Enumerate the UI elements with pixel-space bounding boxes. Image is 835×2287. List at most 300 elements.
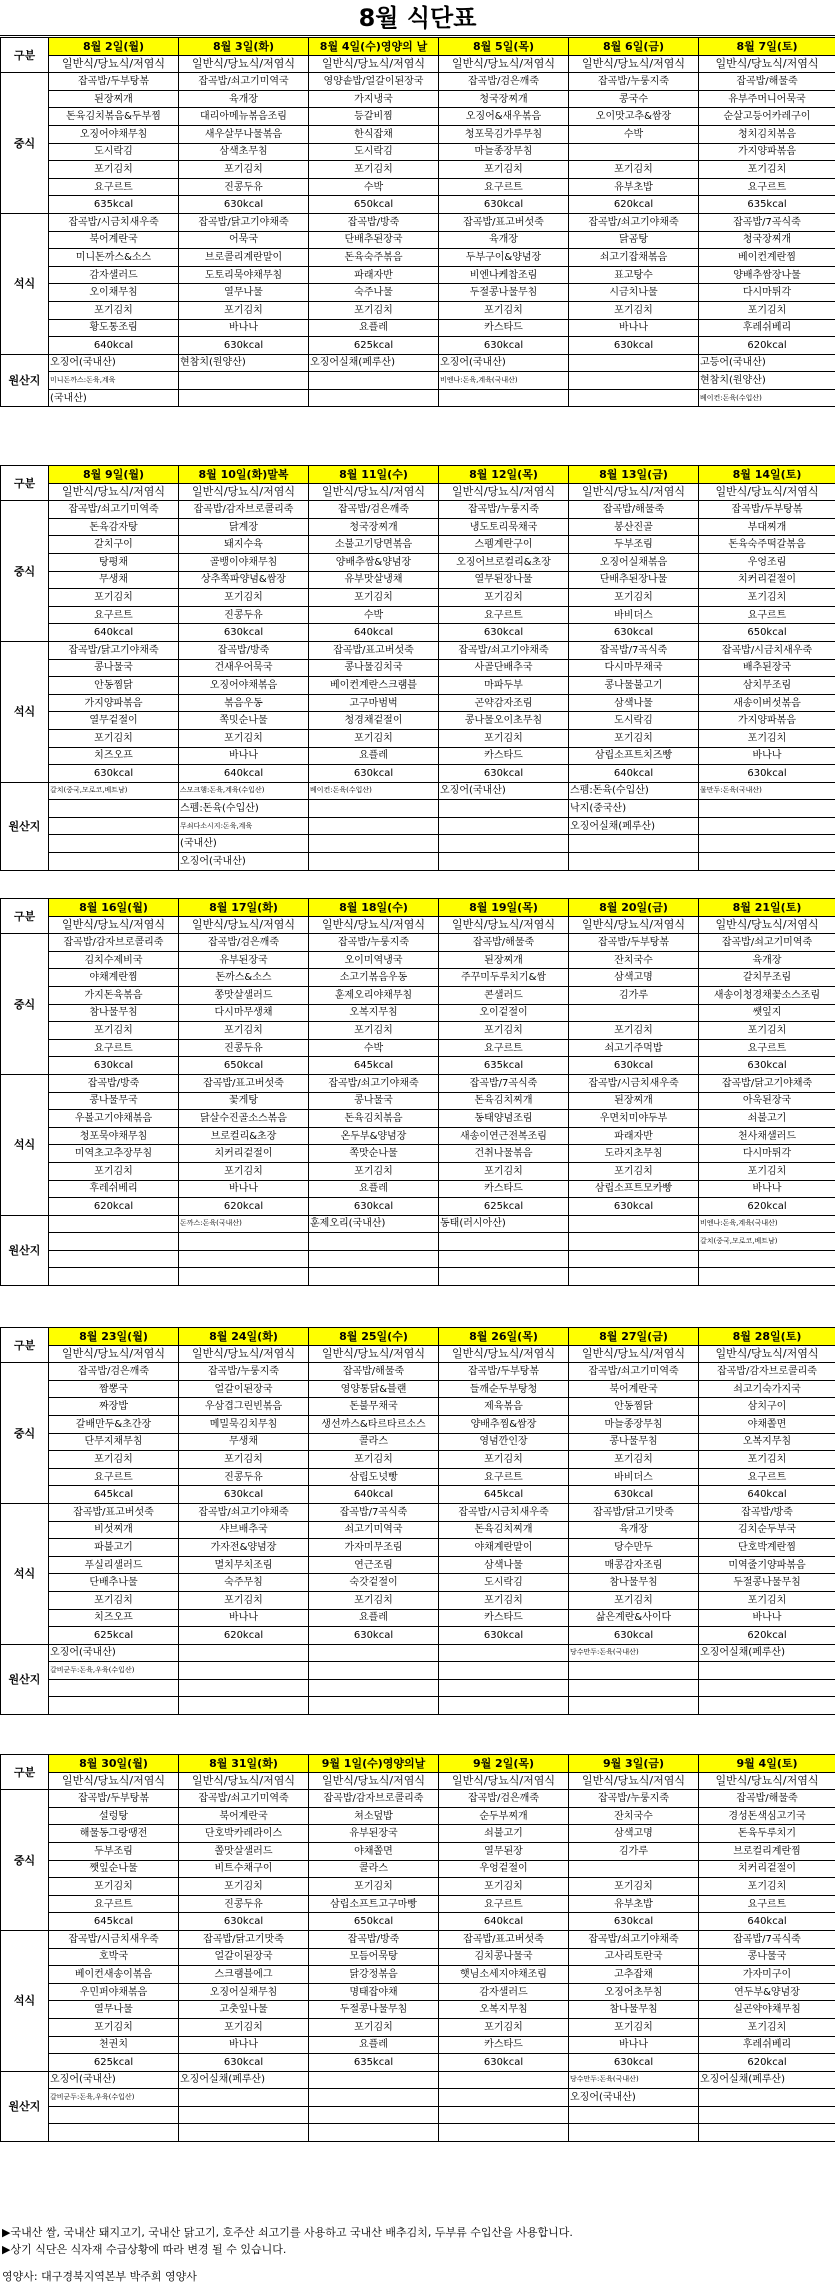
lunch-menu-item: 가지돈육볶음	[49, 986, 179, 1004]
dinner-row	[1, 1127, 835, 1145]
dinner-menu-item: 콩나물무국	[49, 1092, 179, 1110]
dinner-menu-item: 포기김치	[179, 2018, 309, 2036]
lunch-menu-item: 요구르트	[439, 606, 569, 624]
origin-item	[179, 1679, 309, 1697]
lunch-menu-item: 유부초밥	[569, 1895, 699, 1913]
dinner-menu-item: 매콩감자조림	[569, 1556, 699, 1574]
dinner-menu-item: 625kcal	[49, 2054, 179, 2072]
dinner-menu-item: 고사리토란국	[569, 1948, 699, 1966]
dinner-menu-item: 육개장	[569, 1521, 699, 1539]
day-header: 8월 10일(화)말복	[179, 466, 309, 484]
origin-item: 오징어(국내산)	[439, 782, 569, 800]
dinner-menu-item: 포기김치	[309, 2018, 439, 2036]
dinner-menu-item: 포기김치	[309, 729, 439, 747]
dinner-menu-item: 닭강정볶음	[309, 1966, 439, 1984]
origin-row	[1, 354, 835, 372]
lunch-menu-item: 쇠불고기	[439, 1825, 569, 1843]
dinner-menu-item: 새송이연근전복조림	[439, 1127, 569, 1145]
lunch-menu-item: 포기김치	[569, 1022, 699, 1040]
dinner-menu-item: 640kcal	[49, 337, 179, 355]
day-header: 8월 16일(월)	[49, 899, 179, 917]
lunch-menu-item: 640kcal	[309, 1486, 439, 1504]
dinner-menu-item: 630kcal	[569, 1198, 699, 1216]
page-title: 8월 식단표	[0, 0, 835, 36]
lunch-menu-item: 640kcal	[49, 624, 179, 642]
lunch-menu-item: 가지냉국	[309, 90, 439, 108]
gubun-label: 구분	[1, 1328, 49, 1363]
dinner-menu-item: 푸실리샐러드	[49, 1556, 179, 1574]
lunch-menu-item: 진콩두유	[179, 606, 309, 624]
dinner-menu-item: 두절콩나물무침	[309, 2001, 439, 2019]
lunch-menu-item: 잡곡밥/쇠고기미역죽	[699, 934, 835, 952]
dinner-menu-item: 바나나	[179, 319, 309, 337]
dinner-menu-item: 요플레	[309, 1609, 439, 1627]
origin-row	[1, 1662, 835, 1680]
dinner-row	[1, 1591, 835, 1609]
lunch-menu-item: 635kcal	[49, 196, 179, 214]
dinner-menu-item: 620kcal	[49, 1198, 179, 1216]
origin-item	[699, 853, 835, 871]
lunch-menu-item: 잡곡밥/해물죽	[699, 73, 835, 91]
dinner-row	[1, 301, 835, 319]
dinner-menu-item: 스크램블에그	[179, 1966, 309, 1984]
origin-item	[569, 835, 699, 853]
origin-row	[1, 817, 835, 835]
origin-item	[179, 2106, 309, 2124]
lunch-menu-item: 갈치구이	[49, 536, 179, 554]
origin-item: 스펨:돈육(수입산)	[179, 800, 309, 818]
lunch-menu-item: 포기김치	[49, 589, 179, 607]
lunch-row	[1, 1022, 835, 1040]
lunch-menu-item: 포기김치	[309, 1878, 439, 1896]
lunch-menu-item: 쨋잎순나물	[49, 1860, 179, 1878]
dinner-menu-item: 포기김치	[49, 1162, 179, 1180]
footer-note-origin: ▶국내산 쌀, 국내산 돼지고기, 국내산 닭고기, 호주산 쇠고기를 사용하고 국내산 배추김치, 두부류 수입산을 사용합니다.	[2, 2226, 573, 2239]
dinner-row	[1, 1162, 835, 1180]
origin-item	[569, 372, 699, 390]
lunch-menu-item: 북어계란국	[569, 1380, 699, 1398]
lunch-menu-item: 잡곡밥/누룽지죽	[309, 934, 439, 952]
day-header: 9월 2일(목)	[439, 1755, 569, 1773]
dinner-menu-item: 도시락김	[569, 712, 699, 730]
lunch-menu-item: 새송이청경채꽃소스조림	[699, 986, 835, 1004]
lunch-menu-item: 양배추쌈&양념장	[309, 553, 439, 571]
lunch-menu-item: 김치수제비국	[49, 951, 179, 969]
lunch-menu-item: 바비더스	[569, 606, 699, 624]
dinner-row	[1, 2036, 835, 2054]
dinner-menu-item: 630kcal	[179, 337, 309, 355]
day-header: 8월 31일(화)	[179, 1755, 309, 1773]
lunch-menu-item: 소고기볶음우동	[309, 969, 439, 987]
lunch-menu-item: 육개장	[699, 951, 835, 969]
lunch-menu-item: 부대찌개	[699, 518, 835, 536]
lunch-menu-item: 잡곡밥/검은깨죽	[439, 73, 569, 91]
lunch-row	[1, 1895, 835, 1913]
meal-type-label: 일반식/당뇨식/저염식	[309, 1345, 439, 1363]
dinner-menu-item: 참나물무침	[569, 2001, 699, 2019]
dinner-menu-item: 미니돈까스&소스	[49, 249, 179, 267]
dinner-menu-item: 마파두부	[439, 677, 569, 695]
origin-item	[179, 1697, 309, 1715]
dinner-menu-item: 잡곡밥/닭고기야채죽	[699, 1074, 835, 1092]
dinner-menu-item: 잡곡밥/닭고기맛죽	[569, 1503, 699, 1521]
origin-item	[569, 1250, 699, 1268]
origin-item: 무쇠다소시지:돈육,계육	[179, 817, 309, 835]
origin-item	[309, 1233, 439, 1251]
origin-item: 갈비군두:돈육,우육(수입산)	[49, 2089, 179, 2107]
meal-type-label: 일반식/당뇨식/저염식	[179, 55, 309, 73]
origin-item	[179, 372, 309, 390]
day-header: 8월 2일(월)	[49, 38, 179, 56]
lunch-menu-item: 도시락김	[49, 143, 179, 161]
origin-item	[699, 817, 835, 835]
origin-row	[1, 2089, 835, 2107]
dinner-menu-item: 치커리겉절이	[179, 1145, 309, 1163]
dinner-menu-item: 황도통조림	[49, 319, 179, 337]
origin-item	[179, 1233, 309, 1251]
lunch-menu-item: 진콩두유	[179, 178, 309, 196]
lunch-menu-item: 수박	[309, 606, 439, 624]
day-header: 9월 4일(토)	[699, 1755, 835, 1773]
dinner-menu-item: 630kcal	[569, 2054, 699, 2072]
day-header: 8월 27일(금)	[569, 1328, 699, 1346]
dinner-menu-item: 브로콜리계란말이	[179, 249, 309, 267]
lunch-row	[1, 606, 835, 624]
meal-type-label: 일반식/당뇨식/저염식	[179, 1345, 309, 1363]
lunch-menu-item: 해물동그랑땡전	[49, 1825, 179, 1843]
lunch-menu-item: 브로컬리계란찜	[699, 1842, 835, 1860]
dinner-menu-item: 야채계란말이	[439, 1539, 569, 1557]
dinner-menu-item: 얼갈이된장국	[179, 1948, 309, 1966]
lunch-menu-item: 포기김치	[439, 589, 569, 607]
dinner-menu-item: 포기김치	[49, 2018, 179, 2036]
origin-item	[439, 1679, 569, 1697]
week-table	[0, 1754, 835, 2142]
dinner-menu-item: 바나나	[179, 747, 309, 765]
dinner-row	[1, 747, 835, 765]
dinner-menu-item: 바나나	[569, 319, 699, 337]
origin-row	[1, 389, 835, 407]
dinner-menu-item: 635kcal	[309, 2054, 439, 2072]
dinner-menu-item: 포기김치	[49, 301, 179, 319]
dinner-menu-item: 630kcal	[49, 765, 179, 783]
gubun-label: 구분	[1, 466, 49, 501]
day-header: 8월 21일(토)	[699, 899, 835, 917]
lunch-menu-item: 645kcal	[49, 1913, 179, 1931]
origin-item	[569, 1679, 699, 1697]
origin-item	[49, 1679, 179, 1697]
lunch-menu-item: 설렁탕	[49, 1807, 179, 1825]
dinner-menu-item: 620kcal	[699, 337, 835, 355]
lunch-menu-item: 유부초밥	[569, 178, 699, 196]
lunch-menu-item: 오이맛고추&쌈장	[569, 108, 699, 126]
dinner-menu-item: 비섯찌개	[49, 1521, 179, 1539]
dinner-menu-item: 잡곡밥/닭고기맛죽	[179, 1930, 309, 1948]
lunch-row	[1, 143, 835, 161]
dinner-menu-item: 건취나물볶음	[439, 1145, 569, 1163]
dinner-menu-item: 돈육김치찌개	[439, 1521, 569, 1539]
lunch-menu-item: 된장찌개	[49, 90, 179, 108]
origin-item: 오징어(국내산)	[439, 354, 569, 372]
dinner-menu-item: 가자전&양념장	[179, 1539, 309, 1557]
lunch-menu-item: 635kcal	[439, 1057, 569, 1075]
origin-item: 당수만두:돈육(국내산)	[569, 1644, 699, 1662]
lunch-menu-item: 가지양파볶음	[699, 143, 835, 161]
origin-item	[439, 817, 569, 835]
lunch-menu-item: 630kcal	[49, 1057, 179, 1075]
lunch-row	[1, 1807, 835, 1825]
origin-item	[569, 1215, 699, 1233]
dinner-menu-item: 꽃게탕	[179, 1092, 309, 1110]
lunch-menu-item: 순살고등어카레구이	[699, 108, 835, 126]
dinner-menu-item: 오복지무침	[439, 2001, 569, 2019]
dinner-menu-item: 잡곡밥/표고버섯죽	[439, 213, 569, 231]
dinner-menu-item: 바나나	[699, 1180, 835, 1198]
dinner-row	[1, 231, 835, 249]
lunch-menu-item: 잡곡밥/검은깨죽	[49, 1363, 179, 1381]
lunch-menu-item: 포기김치	[49, 1022, 179, 1040]
dinner-row	[1, 319, 835, 337]
dinner-menu-item: 640kcal	[569, 765, 699, 783]
dinner-menu-item: 배추된장국	[699, 659, 835, 677]
dinner-menu-item: 곤약감자조림	[439, 694, 569, 712]
origin-item	[569, 2106, 699, 2124]
dinner-menu-item: 잡곡밥/표고버섯죽	[179, 1074, 309, 1092]
lunch-menu-item: 630kcal	[569, 624, 699, 642]
lunch-label: 중식	[1, 934, 49, 1075]
lunch-row	[1, 73, 835, 91]
lunch-row	[1, 1039, 835, 1057]
dinner-menu-item: 625kcal	[49, 1627, 179, 1645]
dinner-menu-item: 육개장	[439, 231, 569, 249]
lunch-menu-item: 잡곡밥/쇠고기미역죽	[569, 1363, 699, 1381]
lunch-menu-item: 포기김치	[439, 1022, 569, 1040]
lunch-menu-item: 청포묵김가루무침	[439, 125, 569, 143]
dinner-row	[1, 765, 835, 783]
lunch-menu-item: 단호박카레라이스	[179, 1825, 309, 1843]
lunch-label: 중식	[1, 1790, 49, 1931]
dinner-row	[1, 1198, 835, 1216]
origin-item	[49, 853, 179, 871]
lunch-menu-item: 640kcal	[699, 1486, 835, 1504]
day-header: 8월 9일(월)	[49, 466, 179, 484]
lunch-menu-item: 삼색초무침	[179, 143, 309, 161]
dinner-row	[1, 249, 835, 267]
lunch-menu-item: 대리아메뉴볶음조림	[179, 108, 309, 126]
dinner-menu-item: 가자미무조림	[309, 1539, 439, 1557]
dinner-menu-item: 잡곡밥/방죽	[179, 641, 309, 659]
lunch-menu-item: 포기김치	[179, 161, 309, 179]
lunch-menu-item: 오징어실채볶음	[569, 553, 699, 571]
dinner-row	[1, 1539, 835, 1557]
week-table	[0, 1327, 835, 1715]
origin-item	[699, 835, 835, 853]
origin-item	[439, 853, 569, 871]
lunch-menu-item: 쌧잎지	[699, 1004, 835, 1022]
lunch-row	[1, 90, 835, 108]
origin-item	[699, 2089, 835, 2107]
origin-item	[179, 2124, 309, 2142]
week-1	[0, 37, 835, 407]
origin-item: 오징어(국내산)	[179, 853, 309, 871]
dinner-menu-item: 잡곡밥/7곡식죽	[309, 1503, 439, 1521]
dinner-menu-item: 포기김치	[439, 2018, 569, 2036]
lunch-menu-item: 진콩두유	[179, 1039, 309, 1057]
lunch-menu-item: 상추쪽파양념&쌈장	[179, 571, 309, 589]
lunch-menu-item: 우삼겹그린빈볶음	[179, 1398, 309, 1416]
dinner-menu-item: 샤브배추국	[179, 1521, 309, 1539]
dinner-menu-item: 연두부&양념장	[699, 1983, 835, 2001]
dinner-menu-item: 잡곡밥/시금치새우죽	[569, 1074, 699, 1092]
dinner-menu-item: 잡곡밥/방죽	[699, 1503, 835, 1521]
dinner-menu-item: 삼립소프트모카빵	[569, 1180, 699, 1198]
lunch-menu-item: 645kcal	[439, 1486, 569, 1504]
lunch-menu-item: 포기김치	[699, 1878, 835, 1896]
meal-type-label: 일반식/당뇨식/저염식	[49, 1345, 179, 1363]
origin-item	[309, 1644, 439, 1662]
lunch-menu-item: 잡곡밥/쇠고기미역죽	[179, 1790, 309, 1808]
origin-item	[309, 835, 439, 853]
lunch-menu-item: 수박	[309, 1039, 439, 1057]
lunch-menu-item: 쫑맛살샐러드	[179, 986, 309, 1004]
lunch-menu-item: 무생채	[179, 1433, 309, 1451]
origin-item	[49, 1697, 179, 1715]
dinner-menu-item: 미역초고추장무침	[49, 1145, 179, 1163]
meal-type-label: 일반식/당뇨식/저염식	[569, 483, 699, 501]
origin-item	[699, 2124, 835, 2142]
lunch-menu-item: 콩나물무침	[569, 1433, 699, 1451]
lunch-menu-item: 635kcal	[699, 196, 835, 214]
origin-item	[699, 2106, 835, 2124]
dinner-row	[1, 1609, 835, 1627]
lunch-menu-item: 돼지수육	[179, 536, 309, 554]
lunch-menu-item: 잡곡밥/두부탕볶	[439, 1363, 569, 1381]
lunch-menu-item: 요구르트	[49, 178, 179, 196]
meal-type-label: 일반식/당뇨식/저염식	[49, 916, 179, 934]
lunch-menu-item: 메밀묵김치무침	[179, 1415, 309, 1433]
origin-item	[49, 1233, 179, 1251]
dinner-menu-item: 포기김치	[49, 1591, 179, 1609]
meal-type-label: 일반식/당뇨식/저염식	[439, 1772, 569, 1790]
dinner-menu-item: 바나나	[179, 2036, 309, 2054]
dinner-menu-item: 가지양파볶음	[699, 712, 835, 730]
lunch-row	[1, 624, 835, 642]
lunch-row	[1, 934, 835, 952]
dinner-menu-item: 파래자반	[309, 266, 439, 284]
dinner-row	[1, 2001, 835, 2019]
dinner-menu-item: 잡곡밥/시금치새우죽	[49, 213, 179, 231]
lunch-row	[1, 1004, 835, 1022]
lunch-menu-item: 영양통닭&블랜	[309, 1380, 439, 1398]
lunch-menu-item: 오복지무침	[699, 1433, 835, 1451]
dinner-menu-item: 안동찜닭	[49, 677, 179, 695]
dinner-menu-item: 다시마튀각	[699, 1145, 835, 1163]
dinner-menu-item: 콩나물국	[699, 1948, 835, 1966]
origin-item	[309, 1662, 439, 1680]
meal-type-label: 일반식/당뇨식/저염식	[699, 1345, 835, 1363]
lunch-menu-item: 요구르트	[49, 1039, 179, 1057]
dinner-menu-item: 삼치무조림	[699, 677, 835, 695]
origin-item	[699, 1250, 835, 1268]
dinner-menu-item: 단배추나물	[49, 1574, 179, 1592]
lunch-menu-item: 포기김치	[569, 1878, 699, 1896]
lunch-menu-item: 포기김치	[699, 161, 835, 179]
dinner-row	[1, 2054, 835, 2072]
dinner-menu-item: 콩나물국	[49, 659, 179, 677]
lunch-menu-item: 650kcal	[179, 1057, 309, 1075]
lunch-menu-item: 650kcal	[309, 196, 439, 214]
origin-item	[179, 2089, 309, 2107]
dinner-menu-item: 천사채샐러드	[699, 1127, 835, 1145]
origin-label: 원산지	[1, 2071, 49, 2141]
origin-row	[1, 853, 835, 871]
origin-item	[439, 800, 569, 818]
dinner-menu-item: 도시락김	[439, 1574, 569, 1592]
lunch-menu-item: 돈육감자탕	[49, 518, 179, 536]
lunch-menu-item: 삼립도넛빵	[309, 1468, 439, 1486]
dinner-menu-item: 청포묵야채무침	[49, 1127, 179, 1145]
dinner-row	[1, 729, 835, 747]
dinner-label: 석식	[1, 1074, 49, 1215]
lunch-menu-item: 들깨순두부탕청	[439, 1380, 569, 1398]
lunch-menu-item: 치커리겉절이	[699, 571, 835, 589]
dinner-menu-item: 열무나물	[179, 284, 309, 302]
dinner-row	[1, 284, 835, 302]
lunch-menu-item: 잡곡밥/해물죽	[439, 934, 569, 952]
dinner-menu-item: 잡곡밥/시금치새우죽	[699, 641, 835, 659]
dinner-menu-item: 620kcal	[179, 1198, 309, 1216]
origin-item	[439, 1644, 569, 1662]
origin-item	[49, 800, 179, 818]
lunch-menu-item: 갈배만두&초간장	[49, 1415, 179, 1433]
origin-item	[179, 1268, 309, 1286]
lunch-menu-item: 오징어야채무침	[49, 125, 179, 143]
lunch-menu-item: 630kcal	[179, 1486, 309, 1504]
origin-item	[179, 1644, 309, 1662]
lunch-menu-item: 쇠고기주먹밥	[569, 1039, 699, 1057]
week-3	[0, 898, 835, 1286]
origin-item	[49, 1250, 179, 1268]
origin-item	[179, 1662, 309, 1680]
origin-item	[309, 372, 439, 390]
dinner-menu-item: 닭곰탕	[569, 231, 699, 249]
dinner-row	[1, 1145, 835, 1163]
dinner-menu-item: 닭살수진골소스볶음	[179, 1110, 309, 1128]
lunch-menu-item: 쳐소덮밥	[309, 1807, 439, 1825]
lunch-menu-item: 열무된장나물	[439, 571, 569, 589]
lunch-menu-item: 630kcal	[569, 1913, 699, 1931]
dinner-menu-item: 쪽밋순나물	[179, 712, 309, 730]
origin-item	[439, 1233, 569, 1251]
lunch-label: 중식	[1, 1363, 49, 1504]
dinner-menu-item: 후레쉬베리	[49, 1180, 179, 1198]
dinner-menu-item: 630kcal	[439, 1627, 569, 1645]
origin-item	[699, 800, 835, 818]
lunch-menu-item: 잡곡밥/해물죽	[569, 501, 699, 519]
dinner-menu-item: 쪽맛순나물	[309, 1145, 439, 1163]
dinner-menu-item: 620kcal	[699, 1198, 835, 1216]
lunch-row	[1, 553, 835, 571]
lunch-menu-item: 요구르트	[49, 1468, 179, 1486]
day-header: 9월 3일(금)	[569, 1755, 699, 1773]
origin-row	[1, 2124, 835, 2142]
lunch-menu-item: 유부맛살냉채	[309, 571, 439, 589]
lunch-menu-item: 순두부찌개	[439, 1807, 569, 1825]
lunch-row	[1, 108, 835, 126]
origin-label: 원산지	[1, 354, 49, 407]
lunch-menu-item: 630kcal	[569, 1057, 699, 1075]
dinner-menu-item: 630kcal	[699, 765, 835, 783]
